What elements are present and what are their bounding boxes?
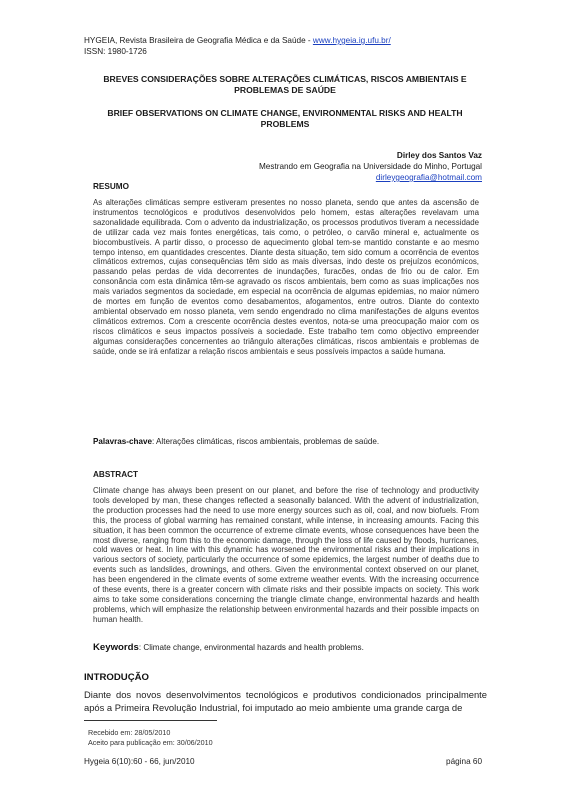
resumo-keywords-text: : Alterações climáticas, riscos ambientais, problemas de saúde. [151,437,380,446]
abstract-keywords-text: : Climate change, environmental hazards and health problems. [138,643,364,652]
author-affiliation: Mestrando em Geografia na Universidade do Minho, Portugal [258,162,482,171]
resumo-keywords-label: Palavras-chave [93,437,152,446]
journal-link[interactable]: www.hygeia.ig.ufu.br/ [312,36,391,45]
journal-line [84,35,391,46]
journal-name: HYGEIA, Revista Brasileira de Geografia Médica e da Saúde - [84,36,313,45]
title-english: BRIEF OBSERVATIONS ON CLIMATE CHANGE, ENVIRONMENTAL RISKS AND HEALTH PROBLEMS [107,108,463,129]
journal-header [84,35,391,57]
resumo-keywords [93,437,479,447]
author-name: Dirley dos Santos Vaz [396,151,482,160]
issn: ISSN: 1980-1726 [84,47,147,56]
abstract-heading: ABSTRACT [93,470,139,479]
footnote-accepted: Aceito para publicação em: 30/06/2010 [88,738,213,747]
abstract-keywords [93,643,479,653]
footnote-divider [84,720,217,721]
footer-page-number: página 60 [446,757,482,766]
abstract-keywords-label: Keywords [93,642,139,653]
title-portuguese: BREVES CONSIDERAÇÕES SOBRE ALTERAÇÕES CLIMÁTICAS, RISCOS AMBIENTAIS E PROBLEMAS DE SAÚDE [103,74,467,95]
abstract-text: Climate change has always been present on our planet, and before the rise of technology and productivity tools developed by man, these changes reflected a seasonally balanced. With the advent of industrialization, the production processes had the need to use more energy sources such as oil, coal, and now biofuels. From this, the process of global warming has remained constant, while intense, in increasing amounts. Facing this situation, it has been common the occurrence of extreme climate events, whose consequences have been the most diverse, ranging from this to the economic damage, through the loss of life caused by floods, hurricanes, cold waves or heat. In line with this dynamic has worsened the environmental risks and their implications in various sectors of society, particularly the occurrence of some epidemics, the largest number of deaths due to events such as landslides, drownings, and others. Given the environmental context observed on our planet, has been engendered in the climate events of some extreme weather events. With the increasing occurrence of these events, there is a greater concern with climate risks and their possible impacts on society. This work aims to take some considerations concerning the triangle climate change, environmental hazards and health problems, which will emphasize the relationship between environmental hazards and their possible impacts on human health. [93,486,479,624]
footnote-received: Recebido em: 28/05/2010 [88,728,171,737]
author-block [82,150,482,183]
footer-citation: Hygeia 6(10):60 - 66, jun/2010 [84,757,195,766]
resumo-text: As alterações climáticas sempre estiveram presentes no nosso planeta, sendo que antes da ascensão de instrumentos tecnológicos e produtivos desenvolvidos pelo homem, estas alterações revelavam uma sazonalidade equilibrada. Com o advento da industrialização, os processos produtivos tiveram a necessidade de utilizar cada vez mais fontes energéticas, tais como, o petróleo, o carvão mineral e, actualmente os biocombustíveis. A partir disso, o processo de aquecimento global tem-se mantido constante e ao mesmo tempo intenso, em quantidades crescentes. Diante desta situação, tem sido comum a ocorrência de eventos climáticos extremos, cujas consequências têm sido as mais diversas, indo deste os prejuízos económicos, passando pelas perdas de vida decorrentes de inundações, furacões, ondas de frio ou de calor. Em consonância com esta dinâmica têm-se agravado os riscos ambientais, bem como as suas implicações nos mais variados segmentos da sociedade, em especial na ocorrência de algumas epidemias, no maior número de mortes em função de eventos como desabamentos, afogamentos, entre outros. Diante do contexto ambiental observado em nosso planeta, vem sendo engendrado no clima manifestações de alguns eventos climáticos extremos. Com a crescente ocorrência destes eventos, nota-se uma preocupação maior com os riscos climáticos e seus impactos possíveis a sociedade. Este trabalho tem como objectivo empreender algumas considerações concernentes ao triângulo alterações climáticas, riscos ambientais e problemas de saúde, onde se irá enfatizar a relação riscos ambientais e seus possíveis impactos a saúde humana. [93,198,479,356]
resumo-heading: RESUMO [93,182,129,191]
intro-text: Diante dos novos desenvolvimentos tecnológicos e produtivos condicionados principalmente após a Primeira Revolução Industrial, foi imputado ao meio ambiente uma grande carga de [84,689,487,713]
author-email-link[interactable]: dirleygeografia@hotmail.com [375,173,482,182]
intro-heading: INTRODUÇÃO [84,672,150,683]
